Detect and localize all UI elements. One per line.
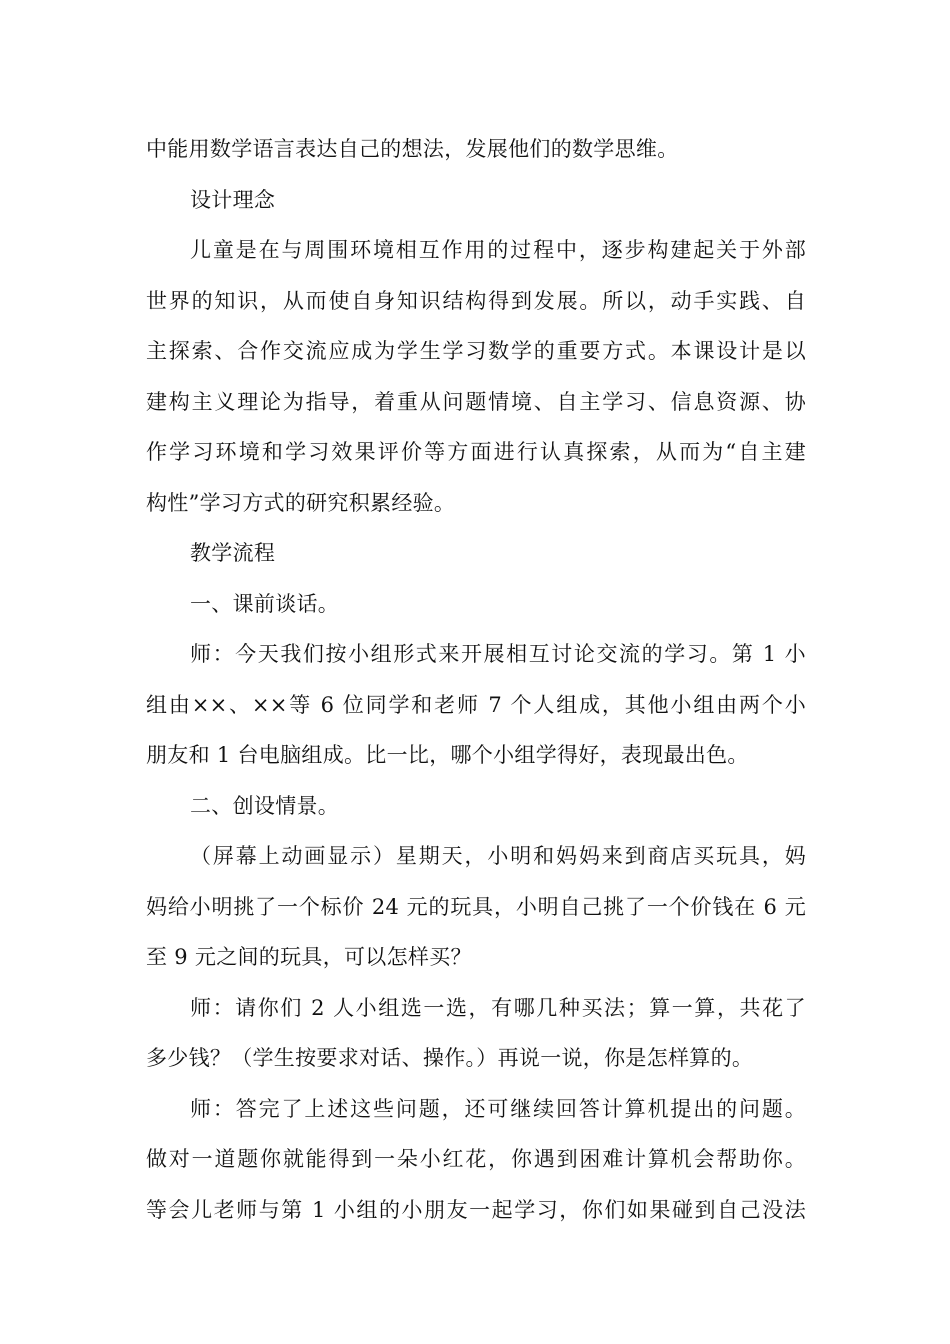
paragraph <box>146 629 806 781</box>
paragraph <box>146 781 806 832</box>
text-line: 师：请你们 2 人小组选一选，有哪几种买法；算一算，共花了 <box>190 995 806 1020</box>
text-line: 妈给小明挑了一个标价 24 元的玩具，小明自己挑了一个价钱在 6 元 <box>146 894 806 919</box>
paragraph <box>146 579 806 630</box>
text-line: 等会儿老师与第 1 小组的小朋友一起学习，你们如果碰到自己没法 <box>146 1197 806 1222</box>
text-line: 至 9 元之间的玩具，可以怎样买？ <box>146 945 472 969</box>
paragraph <box>146 983 806 1084</box>
text-line: 教学流程 <box>190 541 276 565</box>
text-line: 做对一道题你就能得到一朵小红花，你遇到困难计算机会帮助你。 <box>146 1147 806 1171</box>
text-line: 师：答完了上述这些问题，还可继续回答计算机提出的问题。 <box>190 1096 806 1121</box>
paragraph <box>146 831 806 983</box>
text-line: 组由××、××等 6 位同学和老师 7 个人组成，其他小组由两个小 <box>146 692 806 717</box>
text-line: 建构主义理论为指导，着重从问题情境、自主学习、信息资源、协 <box>146 389 806 414</box>
text-line: 设计理念 <box>190 187 276 212</box>
paragraph <box>146 124 806 175</box>
text-line: 主探索、合作交流应成为学生学习数学的重要方式。本课设计是以 <box>146 339 806 363</box>
text-line: 师：今天我们按小组形式来开展相互讨论交流的学习。第 1 小 <box>190 642 806 666</box>
text-line: 多少钱？（学生按要求对话、操作。）再说一说，你是怎样算的。 <box>146 1046 754 1070</box>
document-body <box>146 124 806 1235</box>
text-line: 二、创设情景。 <box>190 793 340 818</box>
text-line: 中能用数学语言表达自己的想法，发展他们的数学思维。 <box>146 137 679 161</box>
text-line: 一、课前谈话。 <box>190 591 340 616</box>
paragraph <box>146 175 806 226</box>
text-line: 作学习环境和学习效果评价等方面进行认真探索，从而为“自主建 <box>146 440 806 464</box>
text-line: （屏幕上动画显示）星期天，小明和妈妈来到商店买玩具，妈 <box>190 844 806 868</box>
text-line: 世界的知识，从而使自身知识结构得到发展。所以，动手实践、自 <box>146 288 806 313</box>
paragraph <box>146 1084 806 1236</box>
paragraph <box>146 528 806 579</box>
text-line: 朋友和 1 台电脑组成。比一比，哪个小组学得好，表现最出色。 <box>146 743 749 767</box>
paragraph <box>146 225 806 528</box>
text-line: 构性”学习方式的研究积累经验。 <box>146 490 456 515</box>
text-line: 儿童是在与周围环境相互作用的过程中，逐步构建起关于外部 <box>190 238 806 262</box>
